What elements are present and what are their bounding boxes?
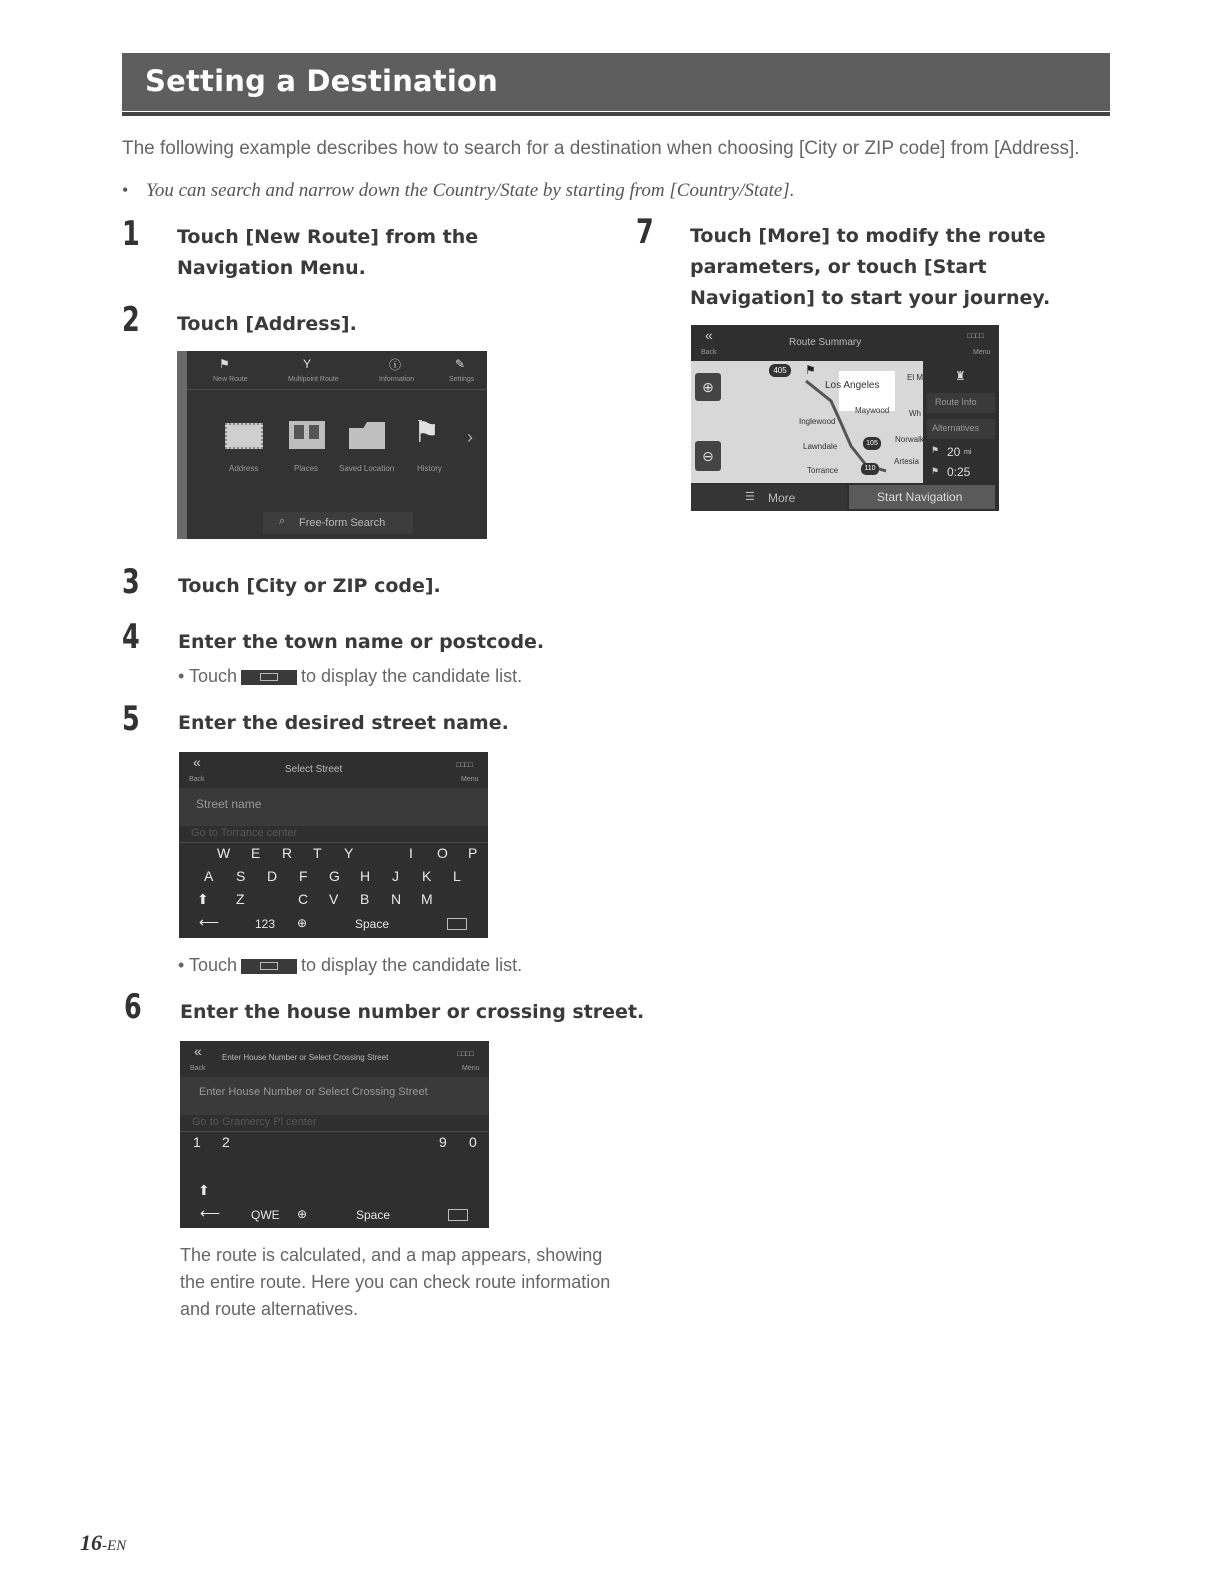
alternatives-label: Alternatives bbox=[932, 423, 980, 433]
back-label: Back bbox=[701, 349, 717, 356]
more-label: More bbox=[768, 491, 796, 505]
house-number-screen bbox=[180, 1041, 489, 1228]
route-info-label: Route Info bbox=[935, 397, 977, 407]
distance-unit: mi bbox=[964, 449, 972, 456]
distance-value: 20 bbox=[947, 445, 961, 459]
space-key[interactable]: Space bbox=[355, 917, 390, 931]
key-d[interactable]: D bbox=[267, 868, 278, 884]
globe-icon[interactable]: ⊕ bbox=[297, 1207, 308, 1221]
step-1-number: 1 bbox=[122, 214, 140, 254]
select-street-title: Select Street bbox=[285, 764, 343, 775]
step-5-sub-pre: Touch bbox=[188, 955, 238, 975]
address-icon[interactable] bbox=[225, 423, 263, 449]
back-icon[interactable]: « bbox=[194, 1043, 202, 1059]
select-street-screen bbox=[179, 752, 488, 938]
note-text: You can search and narrow down the Country/State by starting from [Country/State]. bbox=[146, 180, 795, 201]
street-name-placeholder: Street name bbox=[196, 797, 262, 811]
key-z[interactable]: Z bbox=[236, 891, 245, 907]
key-v[interactable]: V bbox=[329, 891, 339, 907]
back-icon[interactable]: « bbox=[705, 327, 713, 343]
settings-icon[interactable]: ✎ bbox=[455, 357, 466, 371]
key-e[interactable]: E bbox=[251, 845, 261, 861]
key-m[interactable]: M bbox=[421, 891, 433, 907]
step-7-text: Touch [More] to modify the route parameters, or touch [Start Navigation] to start your journey. bbox=[690, 225, 1051, 309]
map-label-norwalk: Norwalk bbox=[895, 435, 924, 444]
back-icon[interactable]: « bbox=[193, 754, 201, 770]
step-4-sub-post: to display the candidate list. bbox=[301, 666, 523, 686]
distance-icon: ⚑ bbox=[931, 445, 940, 455]
step-3-text: Touch [City or ZIP code]. bbox=[178, 575, 441, 597]
map-label-lawndale: Lawndale bbox=[803, 442, 838, 451]
step-7-number: 7 bbox=[636, 212, 654, 252]
multipoint-route-icon[interactable]: Y bbox=[303, 357, 312, 371]
saved-location-icon[interactable] bbox=[349, 419, 385, 449]
step-6-number: 6 bbox=[124, 987, 142, 1027]
zoom-out-icon[interactable]: ⊖ bbox=[695, 441, 721, 471]
intro-text: The following example describes how to search for a destination when choosing [City or ZIP code] from [Address]. bbox=[122, 138, 1080, 159]
navigation-menu-screen bbox=[177, 351, 487, 539]
alternatives-button[interactable] bbox=[927, 419, 995, 439]
key-0[interactable]: 0 bbox=[469, 1134, 477, 1150]
house-number-placeholder: Enter House Number or Select Crossing Street bbox=[199, 1086, 428, 1098]
information-icon[interactable]: ⓘ bbox=[389, 358, 402, 372]
header-rule bbox=[122, 112, 1110, 116]
back-label: Back bbox=[190, 1065, 206, 1072]
free-form-search-button[interactable] bbox=[263, 512, 413, 534]
highway-shield-110: 110 bbox=[861, 463, 879, 475]
start-navigation-label: Start Navigation bbox=[877, 490, 963, 504]
multipoint-route-label: Multipoint Route bbox=[288, 376, 339, 383]
step-1-text: Touch [New Route] from the Navigation Menu. bbox=[177, 226, 479, 279]
step-4-number: 4 bbox=[122, 617, 140, 657]
page-number-suffix: -EN bbox=[102, 1538, 127, 1554]
places-label: Places bbox=[294, 464, 319, 473]
keypad-separator bbox=[180, 1131, 489, 1132]
information-label: Information bbox=[379, 376, 415, 383]
settings-label: Settings bbox=[449, 376, 475, 383]
page-number bbox=[80, 1530, 126, 1556]
key-l[interactable]: L bbox=[453, 868, 461, 884]
key-r[interactable]: R bbox=[282, 845, 293, 861]
map-label-torrance: Torrance bbox=[807, 466, 839, 475]
menu-separator bbox=[187, 389, 487, 390]
bullet: • bbox=[178, 666, 189, 686]
step-6-result-text: The route is calculated, and a map appears, showing the entire route. Here you can check route information and route alternatives. bbox=[180, 1245, 611, 1319]
highway-shield-405: 405 bbox=[769, 364, 791, 377]
map-label-los-angeles: Los Angeles bbox=[825, 380, 880, 391]
route-info-button[interactable] bbox=[927, 393, 995, 413]
chevron-right-icon[interactable]: › bbox=[467, 427, 473, 447]
map-label-whittier: Wh bbox=[909, 409, 921, 418]
keyboard-icon[interactable] bbox=[447, 918, 467, 930]
go-to-center-hint[interactable]: Go to Gramercy Pl center bbox=[192, 1116, 317, 1128]
page-number-value: 16 bbox=[80, 1530, 102, 1555]
step-2-number: 2 bbox=[122, 300, 140, 340]
street-name-input[interactable] bbox=[179, 788, 488, 826]
bullet: • bbox=[178, 955, 189, 975]
key-b[interactable]: B bbox=[360, 891, 370, 907]
key-2[interactable]: 2 bbox=[222, 1134, 230, 1150]
step-4-text: Enter the town name or postcode. bbox=[178, 631, 545, 653]
highway-shield-105: 105 bbox=[863, 437, 881, 450]
step-5-number: 5 bbox=[122, 699, 140, 739]
key-g[interactable]: G bbox=[329, 868, 340, 884]
keyboard-icon bbox=[241, 670, 297, 685]
keyboard-separator bbox=[179, 842, 488, 843]
new-route-icon[interactable]: ⚑ bbox=[219, 357, 230, 371]
route-summary-title: Route Summary bbox=[789, 337, 862, 348]
house-number-input[interactable] bbox=[180, 1077, 489, 1115]
places-icon[interactable] bbox=[289, 421, 325, 449]
key-y[interactable]: Y bbox=[344, 845, 354, 861]
history-label: History bbox=[417, 464, 442, 473]
time-icon: ⚑ bbox=[931, 466, 940, 476]
keyboard-icon[interactable] bbox=[448, 1209, 468, 1221]
key-w[interactable]: W bbox=[217, 845, 231, 861]
menu-icon[interactable]: □□□□ bbox=[967, 333, 984, 340]
key-9[interactable]: 9 bbox=[439, 1134, 447, 1150]
menu-label: Menu bbox=[462, 1065, 480, 1072]
globe-icon[interactable]: ⊕ bbox=[297, 916, 308, 930]
zoom-in-icon[interactable]: ⊕ bbox=[695, 373, 721, 401]
key-a[interactable]: A bbox=[204, 868, 214, 884]
destination-flag-icon: ⚑ bbox=[805, 363, 816, 377]
route-map[interactable] bbox=[691, 361, 923, 483]
step-3-number: 3 bbox=[122, 562, 140, 602]
key-o[interactable]: O bbox=[437, 845, 448, 861]
menu-label: Menu bbox=[461, 776, 479, 783]
new-route-label: New Route bbox=[213, 376, 248, 383]
saved-location-label: Saved Location bbox=[339, 464, 395, 473]
menu-label: Menu bbox=[973, 349, 991, 356]
key-i[interactable]: I bbox=[409, 845, 413, 861]
key-n[interactable]: N bbox=[391, 891, 402, 907]
house-number-title: Enter House Number or Select Crossing Street bbox=[222, 1053, 389, 1062]
map-label-el-monte: El M bbox=[907, 373, 923, 382]
step-4-sub bbox=[178, 666, 522, 687]
key-t[interactable]: T bbox=[313, 845, 322, 861]
key-f[interactable]: F bbox=[299, 868, 308, 884]
step-6-text: Enter the house number or crossing street. bbox=[180, 1001, 645, 1023]
free-form-search-label: Free-form Search bbox=[299, 517, 386, 529]
start-navigation-button[interactable] bbox=[849, 485, 995, 509]
backspace-icon[interactable]: ⟵ bbox=[200, 1205, 221, 1221]
step-2-text: Touch [Address]. bbox=[177, 313, 357, 335]
go-to-center-hint[interactable]: Go to Torrance center bbox=[191, 827, 298, 839]
step-5-text: Enter the desired street name. bbox=[178, 712, 509, 734]
key-h[interactable]: H bbox=[360, 868, 371, 884]
shift-icon[interactable]: ⬆ bbox=[197, 891, 209, 907]
map-label-inglewood: Inglewood bbox=[799, 417, 836, 426]
screen-left-edge bbox=[177, 351, 187, 539]
more-button[interactable] bbox=[691, 485, 847, 511]
history-icon[interactable]: ⚑ bbox=[413, 416, 440, 449]
menu-icon[interactable]: □□□□ bbox=[456, 762, 473, 769]
letters-key[interactable]: QWE bbox=[251, 1208, 280, 1222]
key-c[interactable]: C bbox=[298, 891, 309, 907]
search-icon: ⌕ bbox=[279, 515, 286, 527]
key-p[interactable]: P bbox=[468, 845, 478, 861]
map-label-artesia: Artesia bbox=[894, 457, 919, 466]
step-5-sub-post: to display the candidate list. bbox=[301, 955, 523, 975]
address-label: Address bbox=[229, 464, 259, 473]
key-1[interactable]: 1 bbox=[193, 1134, 201, 1150]
back-label: Back bbox=[189, 776, 205, 783]
shift-icon[interactable]: ⬆ bbox=[198, 1182, 210, 1198]
menu-icon[interactable]: □□□□ bbox=[457, 1051, 474, 1058]
vehicle-icon: ♜ bbox=[955, 369, 966, 383]
map-label-maywood: Maywood bbox=[855, 406, 890, 415]
section-title: Setting a Destination bbox=[145, 64, 498, 98]
keyboard-icon bbox=[241, 959, 297, 974]
numbers-key[interactable]: 123 bbox=[255, 917, 276, 931]
time-value: 0:25 bbox=[947, 465, 971, 479]
step-5-sub bbox=[178, 955, 522, 976]
step-4-sub-pre: Touch bbox=[188, 666, 238, 686]
key-s[interactable]: S bbox=[236, 868, 246, 884]
key-k[interactable]: K bbox=[422, 868, 432, 884]
list-icon: ☰ bbox=[745, 491, 755, 503]
note-bullet: • bbox=[122, 180, 129, 200]
backspace-icon[interactable]: ⟵ bbox=[199, 914, 220, 930]
key-j[interactable]: J bbox=[392, 868, 399, 884]
space-key[interactable]: Space bbox=[356, 1208, 391, 1222]
route-summary-screen bbox=[691, 325, 999, 511]
